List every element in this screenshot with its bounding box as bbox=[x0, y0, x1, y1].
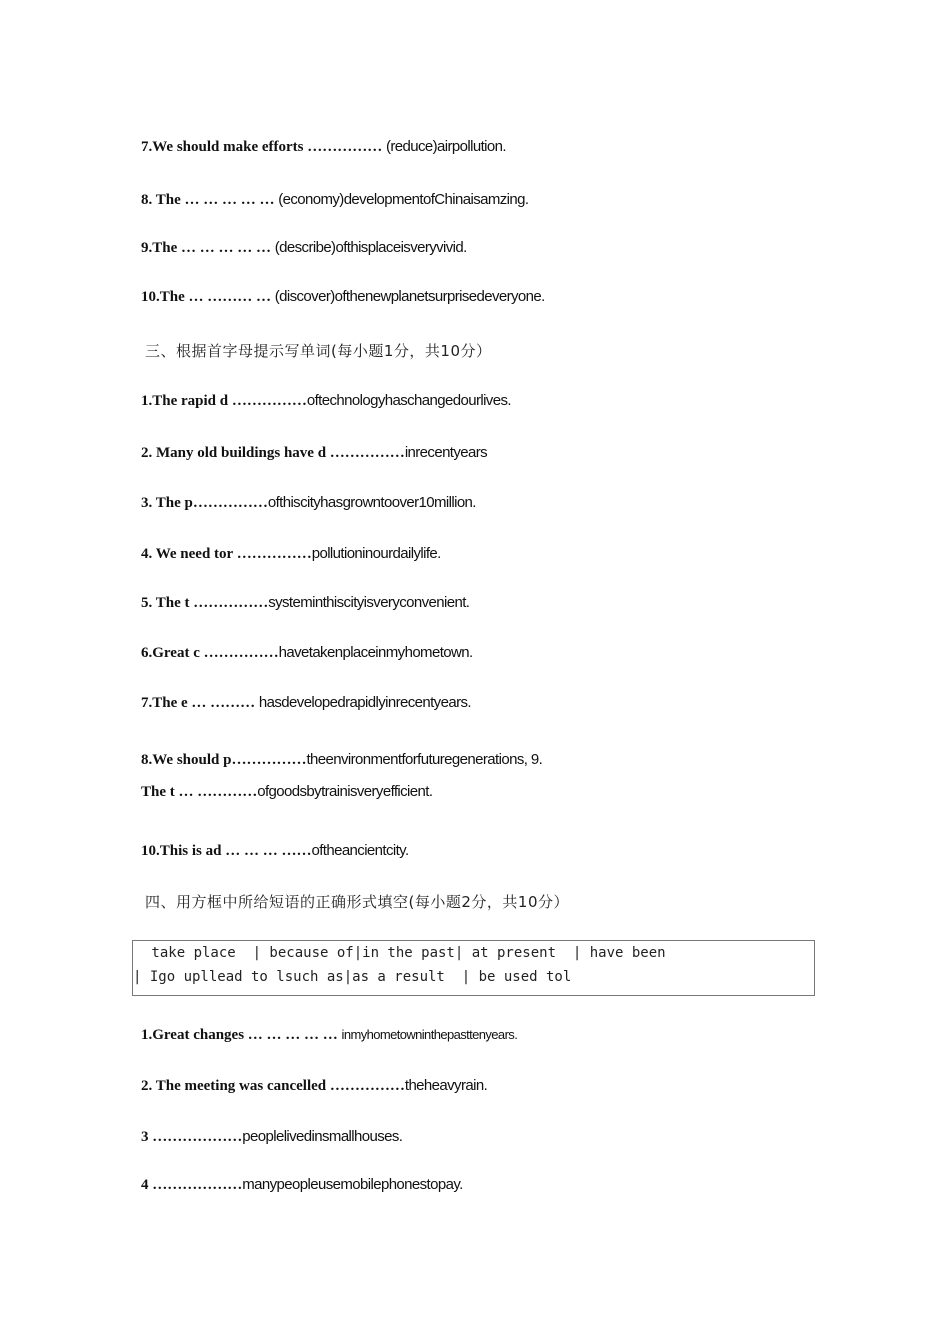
question-rest: (economy)developmentofChinaisamzing. bbox=[278, 191, 529, 208]
question-rest: ofgoodsbytrainisveryefficient. bbox=[257, 783, 433, 800]
question-line bbox=[141, 1175, 463, 1195]
phrase-row: take place | because of|in the past| at present | have been bbox=[143, 945, 666, 961]
question-rest: oftechnologyhaschangedourlives. bbox=[306, 392, 511, 409]
question-rest: manypeopleusemobilephonestopay. bbox=[242, 1176, 463, 1193]
question-line bbox=[141, 137, 506, 157]
question-rest: hasdevelopedrapidlyinrecentyears. bbox=[258, 694, 471, 711]
question-lead: 9.The … … … … … bbox=[141, 240, 275, 256]
question-line bbox=[141, 841, 409, 861]
section-heading: 三、根据首字母提示写单词(每小题1分，共10分） bbox=[145, 342, 492, 360]
question-rest: systeminthiscityisveryconvenient. bbox=[268, 594, 470, 611]
question-line bbox=[141, 443, 487, 463]
question-lead: 7.We should make efforts …………… bbox=[141, 139, 386, 155]
question-lead: 2. Many old buildings have d …………… bbox=[141, 445, 405, 461]
question-line bbox=[141, 1127, 402, 1147]
phrase-row: | Igo upllead to lsuch as|as a result | be used tol bbox=[133, 969, 572, 985]
question-rest: theheavyrain. bbox=[404, 1077, 488, 1094]
question-lead: 5. The t …………… bbox=[141, 595, 269, 611]
question-rest: (reduce)airpollution. bbox=[386, 138, 506, 155]
question-lead: 6.Great c …………… bbox=[141, 645, 279, 661]
question-rest: inrecentyears bbox=[404, 444, 488, 461]
question-lead: 10.This is ad … … … …… bbox=[141, 843, 312, 859]
question-rest: oftheancientcity. bbox=[311, 842, 409, 859]
question-lead: 1.Great changes … … … … … bbox=[141, 1027, 342, 1043]
question-line bbox=[141, 1076, 487, 1096]
question-line bbox=[141, 238, 467, 258]
question-rest: ofthiscityhasgrowntoover10million. bbox=[267, 494, 476, 511]
question-rest: theenvironmentforfuturegenerations, 9. bbox=[306, 751, 543, 768]
section-heading: 四、用方框中所给短语的正确形式填空(每小题2分，共10分） bbox=[145, 893, 569, 911]
question-line bbox=[141, 190, 528, 210]
question-lead: The t … ………… bbox=[141, 784, 258, 800]
question-line bbox=[141, 544, 441, 564]
question-rest: pollutioninourdailylife. bbox=[311, 545, 441, 562]
question-lead: 10.The … ……… … bbox=[141, 289, 275, 305]
question-line bbox=[141, 391, 511, 411]
question-line bbox=[141, 593, 469, 613]
question-line bbox=[141, 493, 476, 513]
phrase-box bbox=[132, 940, 815, 996]
question-line bbox=[141, 782, 432, 802]
question-lead: 3 ……………… bbox=[141, 1129, 243, 1145]
question-rest: (discover)ofthenewplanetsurprisedeveryone. bbox=[274, 288, 545, 305]
question-rest: havetakenplaceinmyhometown. bbox=[278, 644, 473, 661]
question-line bbox=[141, 287, 545, 307]
question-lead: 4 ……………… bbox=[141, 1177, 243, 1193]
question-lead: 2. The meeting was cancelled …………… bbox=[141, 1078, 405, 1094]
question-rest: inmyhometowninthepasttenyears. bbox=[341, 1027, 518, 1042]
question-lead: 3. The p…………… bbox=[141, 495, 268, 511]
question-lead: 7.The e … ……… bbox=[141, 695, 259, 711]
question-rest: (describe)ofthisplaceisveryvivid. bbox=[274, 239, 467, 256]
question-rest: peoplelivedinsmallhouses. bbox=[242, 1128, 403, 1145]
question-line bbox=[141, 693, 471, 713]
question-lead: 8. The … … … … … bbox=[141, 192, 279, 208]
question-lead: 1.The rapid d …………… bbox=[141, 393, 307, 409]
question-line bbox=[141, 1025, 517, 1045]
question-line bbox=[141, 750, 542, 770]
question-lead: 4. We need tor …………… bbox=[141, 546, 312, 562]
question-line bbox=[141, 643, 473, 663]
question-lead: 8.We should p…………… bbox=[141, 752, 307, 768]
